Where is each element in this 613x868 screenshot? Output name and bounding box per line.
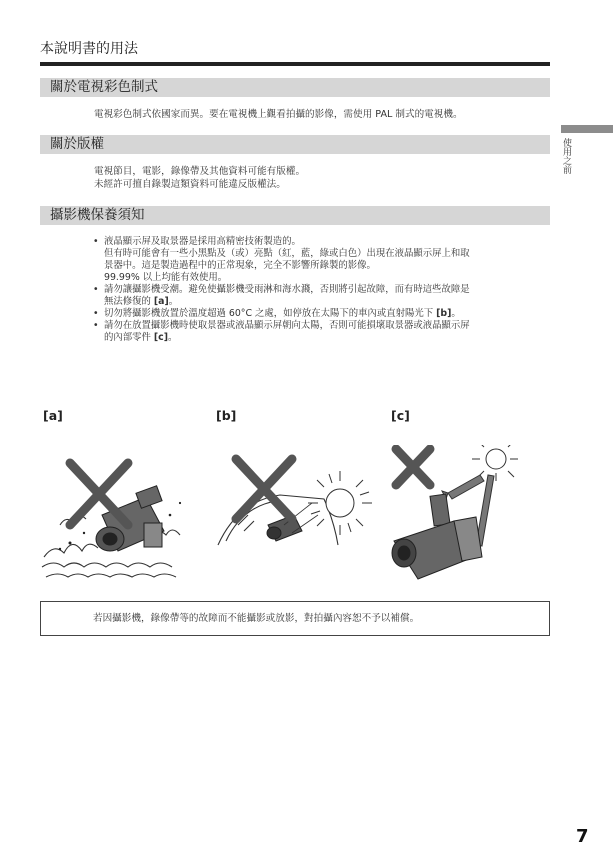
camera-splashed-by-waves-icon bbox=[40, 445, 190, 585]
figure-reference: [c] bbox=[153, 332, 169, 343]
body-line: 未經許可擅自錄製這類資料可能違反版權法。 bbox=[94, 179, 286, 190]
side-tab-label: 使用之前 bbox=[561, 138, 571, 174]
section-heading-text: 關於版權 bbox=[50, 136, 104, 152]
section-heading-text: 攝影機保養須知 bbox=[50, 207, 145, 223]
section-heading-copyright bbox=[40, 135, 550, 154]
camera-in-car-under-sun-icon bbox=[212, 445, 377, 555]
header-rule bbox=[40, 62, 550, 66]
figure-label-b: [b] bbox=[216, 408, 237, 423]
side-tab-marker bbox=[561, 125, 613, 133]
figure-label-c: [c] bbox=[391, 408, 410, 423]
figure-label-a: [a] bbox=[43, 408, 63, 423]
notice-text: 若因攝影機，錄像帶等的故障而不能攝影或放影，對拍攝內容恕不予以補償。 bbox=[93, 613, 420, 624]
notice-box bbox=[40, 601, 550, 636]
list-item-line: • 液晶顯示屏及取景器是採用高精密技術製造的。 bbox=[104, 236, 301, 247]
list-item-line: • 請勿在放置攝影機時使取景器或液晶顯示屏朝向太陽，否則可能損壞取景器或液晶顯示屏 bbox=[104, 320, 470, 331]
section-heading-camera-care bbox=[40, 206, 550, 225]
section-heading-tv-color-system bbox=[40, 78, 550, 97]
list-item-end: 。 bbox=[451, 308, 461, 319]
list-item bbox=[92, 284, 552, 308]
list-item-line: 景器中。這是製造過程中的正常現象，完全不影響所錄製的影像。 bbox=[104, 260, 376, 271]
page-number: 7 bbox=[576, 826, 589, 847]
figure-reference: [a] bbox=[153, 296, 169, 307]
section-heading-text: 關於電視彩色制式 bbox=[50, 79, 158, 95]
body-line: 電視彩色制式依國家而異。要在電視機上觀看拍攝的影像，需使用 PAL 制式的電視機。 bbox=[94, 109, 463, 120]
list-item bbox=[92, 308, 552, 320]
section-body-copyright bbox=[94, 165, 305, 191]
list-item-line: 99.99% 以上均能有效使用。 bbox=[104, 272, 228, 283]
body-line: 電視節目，電影，錄像帶及其他資料可能有版權。 bbox=[94, 166, 306, 177]
list-item-line: 切勿將攝影機放置於溫度超過 60°C 之處，如停放在太陽下的車內或直射陽光下 bbox=[104, 308, 434, 319]
list-item-line: 無法修復的 bbox=[104, 296, 151, 307]
list-item-end: 。 bbox=[168, 296, 179, 307]
list-item-line: • 請勿讓攝影機受潮。避免使攝影機受雨淋和海水濺，否則將引起故障，而有時這些故障是 bbox=[104, 284, 470, 295]
camera-facing-sun-icon bbox=[384, 445, 534, 585]
list-item-line: 的內部零件 bbox=[104, 332, 151, 343]
figure-reference: [b] bbox=[436, 308, 452, 319]
list-item bbox=[92, 236, 552, 284]
section-body-tv-color-system bbox=[94, 108, 463, 121]
list-item bbox=[92, 320, 552, 344]
list-item-line: 但有時可能會有一些小黑點及（或）亮點（紅，藍，綠或白色）出現在液晶顯示屏上和取 bbox=[104, 248, 470, 259]
list-item-end: 。 bbox=[168, 332, 178, 343]
page-header: 本說明書的用法 bbox=[40, 41, 138, 57]
camera-care-list bbox=[92, 236, 552, 344]
